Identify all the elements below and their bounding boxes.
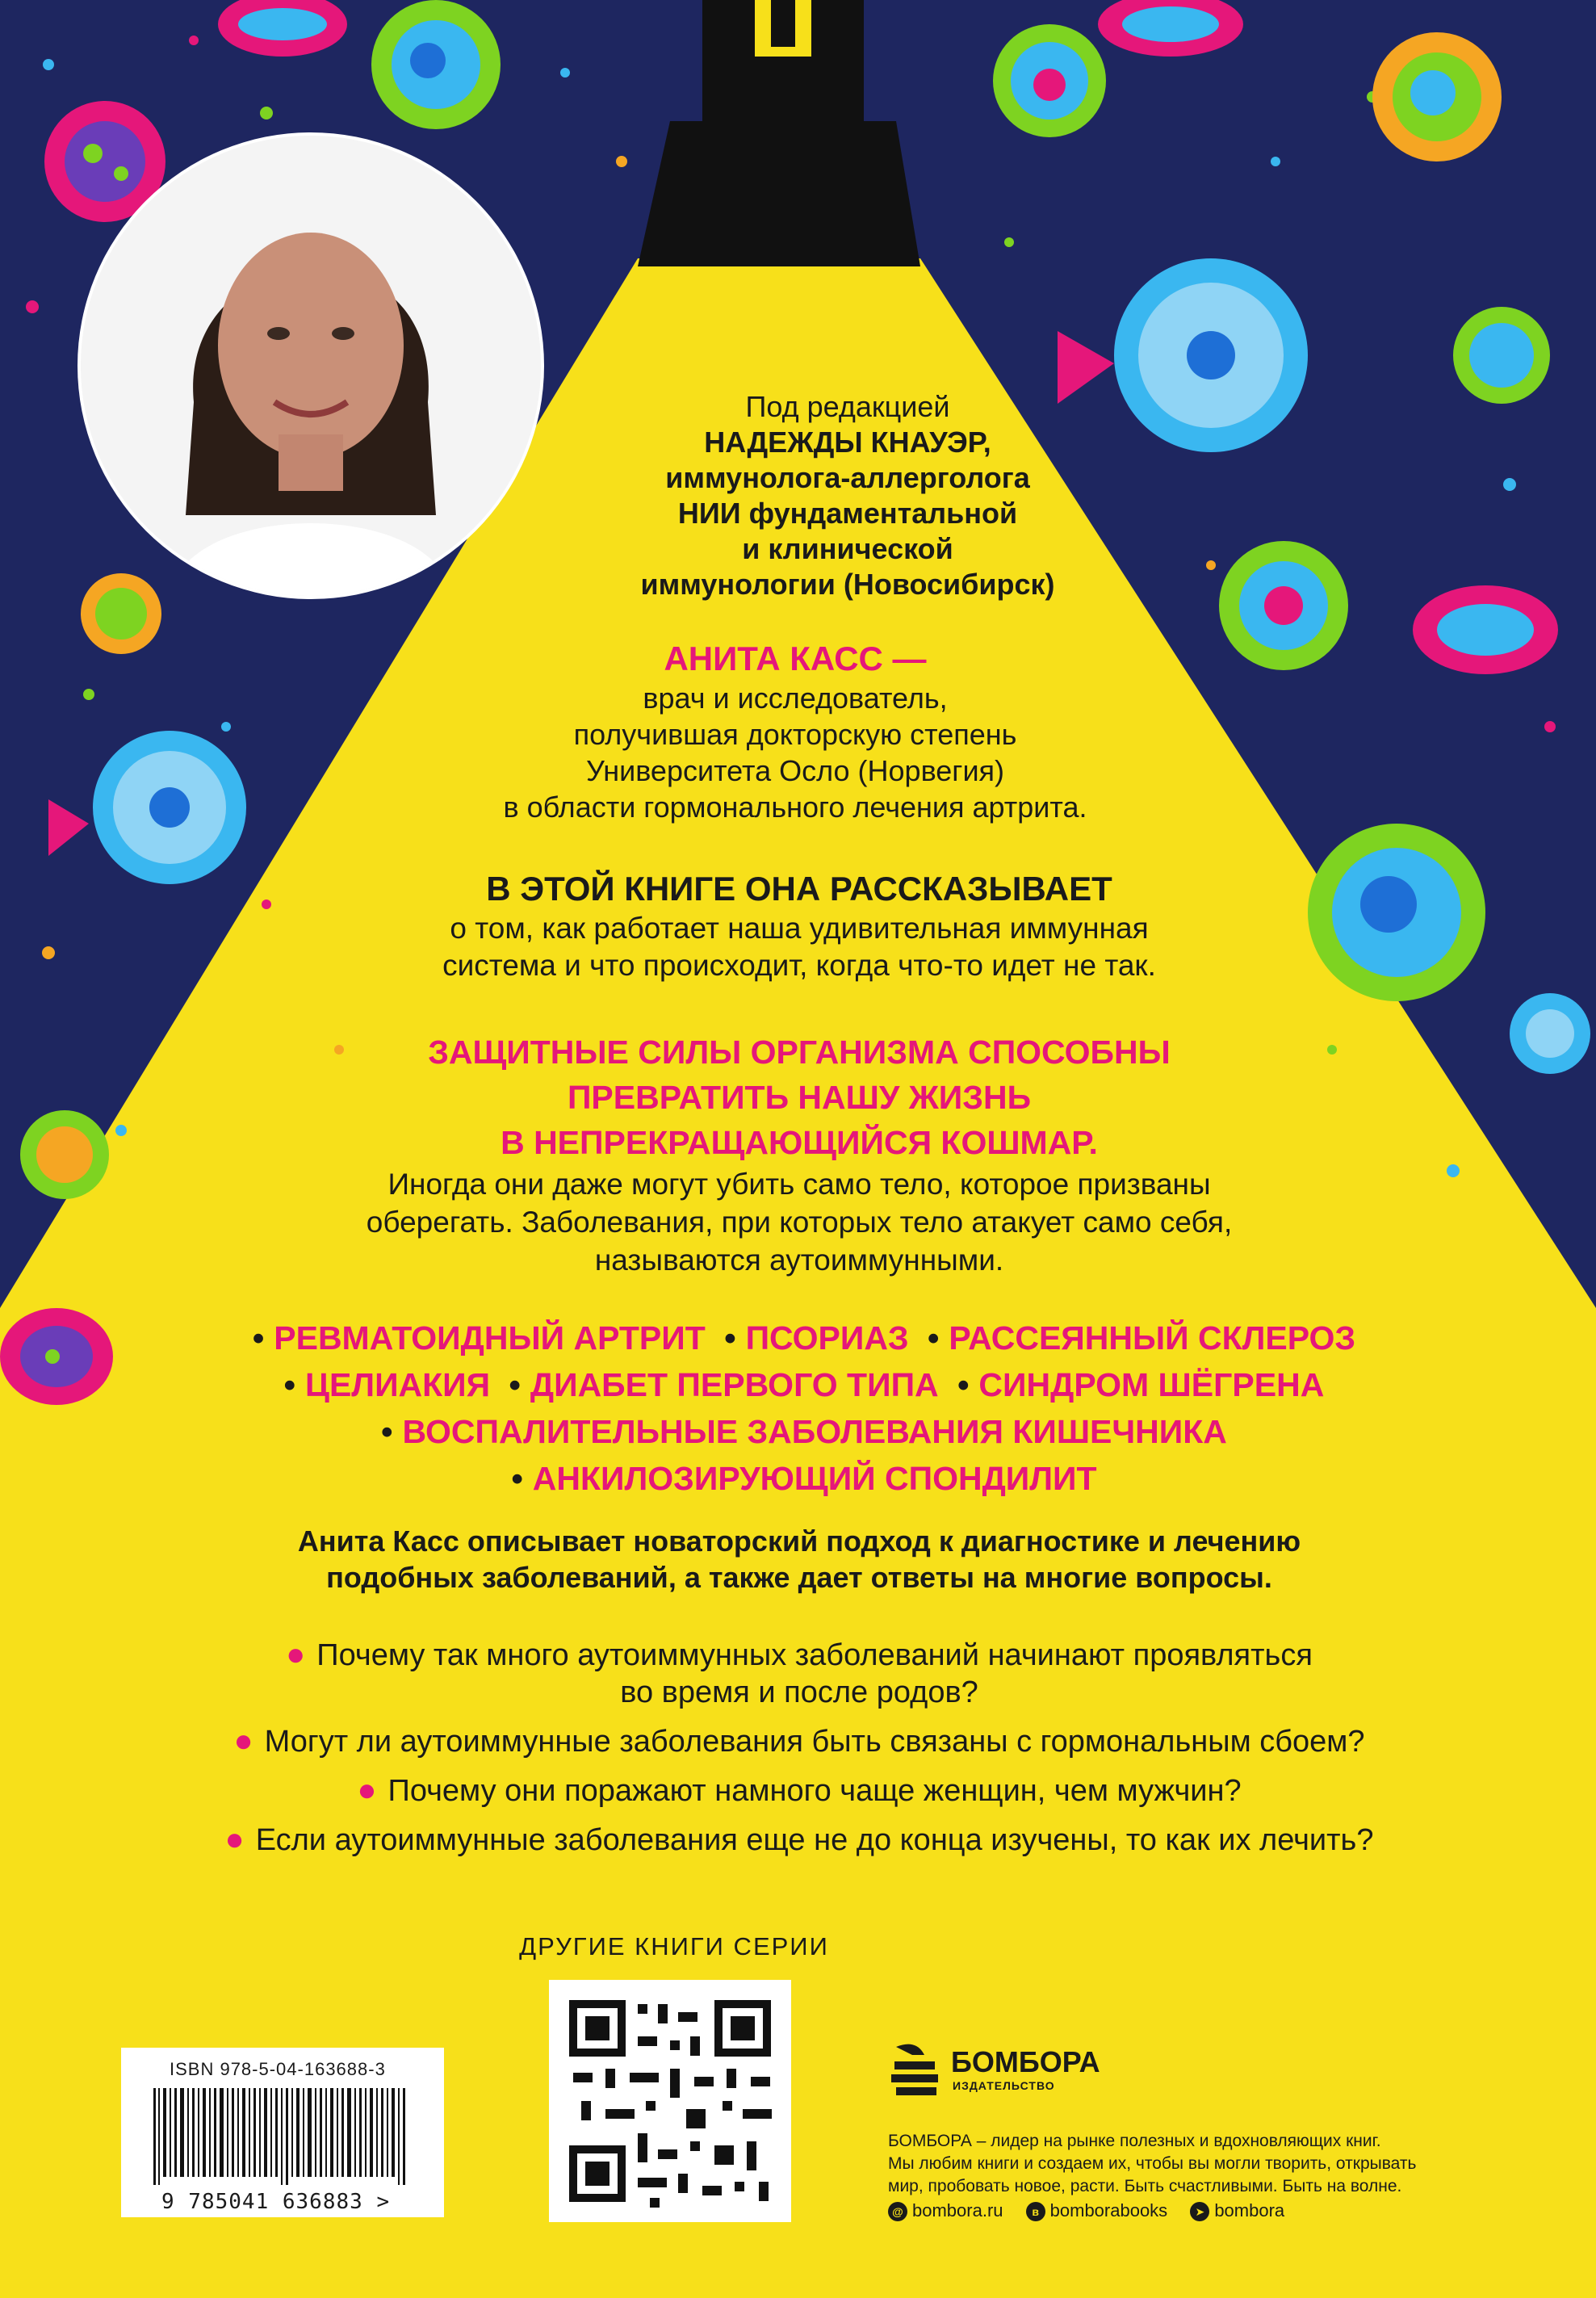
bullet-icon: ● — [357, 1772, 377, 1808]
social-site-label: bombora.ru — [912, 2200, 1003, 2220]
approach-line: подобных заболеваний, а также дает ответы на многие вопросы. — [326, 1561, 1272, 1594]
author-name: АНИТА КАСС — — [664, 639, 927, 677]
publisher-logo[interactable] — [888, 2039, 1130, 2103]
bullet-icon: • — [509, 1366, 521, 1403]
question-text: Если аутоиммунные заболевания еще не до конца изучены, то как их лечить? — [255, 1823, 1374, 1857]
question-text: во время и после родов? — [620, 1675, 978, 1709]
warning-heading-line: ЗАЩИТНЫЕ СИЛЫ ОРГАНИЗМА СПОСОБНЫ — [428, 1034, 1171, 1071]
editor-credit — [492, 389, 1203, 602]
publisher-description — [888, 2130, 1582, 2198]
book-summary — [97, 868, 1502, 984]
bacteria-icon — [1413, 585, 1558, 674]
warning-body-line: называются аутоиммунными. — [594, 1243, 1004, 1277]
qr-code-icon — [549, 1980, 791, 2222]
disease-item: ДИАБЕТ ПЕРВОГО ТИПА — [530, 1366, 939, 1403]
virus-icon — [371, 0, 501, 129]
question-item — [81, 1636, 1518, 1711]
author-bio-line: врач и исследователь, — [643, 681, 948, 715]
at-icon: @ — [888, 2202, 907, 2221]
disease-item: ПСОРИАЗ — [745, 1319, 909, 1357]
warning-section — [97, 1029, 1502, 1279]
disease-item: РАССЕЯННЫЙ СКЛЕРОЗ — [949, 1319, 1356, 1357]
disease-row — [65, 1361, 1534, 1408]
barcode-icon — [153, 2088, 420, 2185]
bullet-icon: ● — [224, 1822, 245, 1857]
editor-line: иммунолога-аллерголога — [665, 461, 1030, 494]
warning-heading-line: В НЕПРЕКРАЩАЮЩИЙСЯ КОШМАР. — [501, 1124, 1098, 1161]
bullet-icon: ● — [233, 1723, 253, 1759]
social-vk-link[interactable] — [1026, 2200, 1168, 2221]
qr-code[interactable] — [549, 1980, 791, 2222]
author-photo — [81, 136, 541, 596]
question-list — [81, 1636, 1518, 1870]
disease-item: ЦЕЛИАКИЯ — [305, 1366, 491, 1403]
warning-body-line: оберегать. Заболевания, при которых тело атакует само себя, — [366, 1206, 1233, 1239]
bullet-icon: • — [511, 1460, 523, 1497]
publisher-desc-line: БОМБОРА – лидер на рынке полезных и вдохновляющих книг. — [888, 2132, 1381, 2150]
author-bio-line: получившая докторскую степень — [573, 718, 1017, 751]
question-text: Почему так много аутоиммунных заболеваний начинают проявляться — [316, 1638, 1313, 1672]
social-vk-label: bomborabooks — [1049, 2200, 1168, 2220]
social-site-link[interactable] — [888, 2200, 1003, 2221]
bullet-icon: • — [724, 1319, 736, 1357]
disease-row — [65, 1315, 1534, 1361]
publisher-desc-line: Мы любим книги и создаем их, чтобы вы могли творить, открывать — [888, 2154, 1417, 2173]
virus-icon — [81, 573, 161, 654]
bombora-logo-icon — [888, 2039, 945, 2103]
book-summary-line: о том, как работает наша удивительная иммунная — [450, 912, 1149, 945]
question-item — [81, 1772, 1518, 1809]
editor-line: иммунологии (Новосибирск) — [640, 568, 1055, 601]
telegram-icon: ➤ — [1190, 2202, 1209, 2221]
virus-icon — [1453, 307, 1550, 404]
social-tg-link[interactable] — [1190, 2200, 1284, 2221]
publisher-subtitle: ИЗДАТЕЛЬСТВО — [953, 2079, 1055, 2092]
bullet-icon: • — [928, 1319, 940, 1357]
warning-heading — [97, 1029, 1502, 1165]
book-heading: В ЭТОЙ КНИГЕ ОНА РАССКАЗЫВАЕТ — [486, 870, 1112, 908]
question-text: Могут ли аутоиммунные заболевания быть связаны с гормональным сбоем? — [264, 1725, 1365, 1759]
disease-row — [65, 1408, 1534, 1455]
series-label: ДРУГИЕ КНИГИ СЕРИИ — [519, 1932, 829, 1960]
bullet-icon: ● — [286, 1637, 306, 1672]
bullet-icon: • — [283, 1366, 296, 1403]
author-bio — [315, 638, 1276, 825]
warning-body-line: Иногда они даже могут убить само тело, которое призваны — [387, 1168, 1211, 1201]
bullet-icon: • — [957, 1366, 970, 1403]
question-text: Почему они поражают намного чаще женщин, чем мужчин? — [387, 1774, 1242, 1808]
publisher-name: БОМБОРА — [951, 2045, 1100, 2078]
social-links — [888, 2200, 1582, 2221]
virus-icon — [20, 1110, 109, 1199]
disease-list — [65, 1315, 1534, 1502]
isbn-label: ISBN 978-5-04-163688-3 — [170, 2059, 386, 2079]
virus-icon — [993, 24, 1106, 137]
bullet-icon: • — [381, 1413, 393, 1450]
author-bio-line: в области гормонального лечения артрита. — [503, 790, 1087, 824]
disease-item: РЕВМАТОИДНЫЙ АРТРИТ — [274, 1319, 706, 1357]
isbn-barcode — [121, 2048, 444, 2217]
publisher-desc-line: мир, пробовать новое, расти. Быть счастливыми. Быть на волне. — [888, 2177, 1402, 2195]
virus-icon — [1510, 993, 1590, 1074]
warning-heading-line: ПРЕВРАТИТЬ НАШУ ЖИЗНЬ — [567, 1079, 1032, 1116]
bullet-icon: • — [252, 1319, 265, 1357]
editor-name: НАДЕЖДЫ КНАУЭР, — [704, 426, 991, 459]
editor-line: НИИ фундаментальной — [677, 497, 1018, 530]
question-item — [81, 1821, 1518, 1859]
book-summary-line: система и что происходит, когда что-то идет не так. — [442, 949, 1156, 982]
virus-icon — [1372, 32, 1502, 161]
disease-item: СИНДРОМ ШЁГРЕНА — [978, 1366, 1325, 1403]
social-tg-label: bombora — [1214, 2200, 1285, 2220]
approach-text — [97, 1523, 1502, 1596]
disease-item: АНКИЛОЗИРУЮЩИЙ СПОНДИЛИТ — [532, 1460, 1097, 1497]
editor-line: и клинической — [742, 532, 953, 565]
disease-item: ВОСПАЛИТЕЛЬНЫЕ ЗАБОЛЕВАНИЯ КИШЕЧНИКА — [402, 1413, 1227, 1450]
vk-icon: в — [1026, 2202, 1045, 2221]
isbn-digits: 9 785041 636883 > — [161, 2190, 391, 2214]
approach-line: Анита Касс описывает новаторский подход к диагностике и лечению — [297, 1524, 1301, 1558]
author-bio-line: Университета Осло (Норвегия) — [585, 754, 1005, 787]
disease-row — [65, 1455, 1534, 1502]
editor-intro: Под редакцией — [745, 390, 950, 423]
woman-portrait-icon — [81, 136, 541, 596]
question-item — [81, 1722, 1518, 1760]
